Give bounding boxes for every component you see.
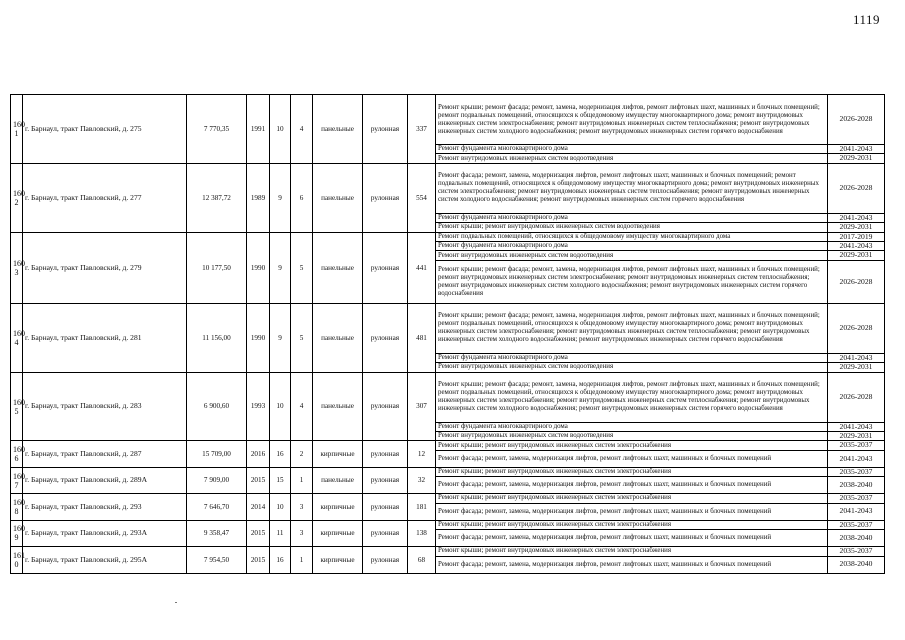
repair-period: 2038-2040 (828, 556, 885, 573)
page-bottom-margin (0, 585, 905, 640)
apartment-count: 12 (408, 441, 436, 467)
apartment-count: 32 (408, 467, 436, 493)
repair-period: 2026-2028 (828, 303, 885, 353)
total-area: 10 177,50 (187, 232, 247, 303)
repair-period: 2035-2037 (828, 520, 885, 529)
roof-type: рулонная (363, 163, 408, 232)
repair-period: 2041-2043 (828, 213, 885, 222)
commission-year: 2015 (247, 467, 270, 493)
table-row (11, 441, 885, 450)
repair-period: 2029-2031 (828, 154, 885, 163)
house-address: г. Барнаул, тракт Павловский, д. 287 (23, 441, 187, 467)
apartment-count: 481 (408, 303, 436, 372)
total-area: 6 900,60 (187, 372, 247, 441)
apartment-count: 68 (408, 547, 436, 573)
entrance-count: 1 (291, 467, 313, 493)
wall-material: панельные (313, 303, 363, 372)
apartment-count: 181 (408, 494, 436, 520)
repair-work-description: Ремонт фасада; ремонт, замена, модернизация лифтов, ремонт лифтовых шахт, машинных и блочных помещений (436, 450, 828, 467)
house-number-bottom: 2 (14, 197, 19, 207)
commission-year: 1990 (247, 232, 270, 303)
house-number-bottom: 6 (14, 454, 19, 464)
floor-count: 15 (270, 467, 291, 493)
total-area: 7 954,50 (187, 547, 247, 573)
house-number-bottom: 3 (14, 267, 19, 277)
house-address: г. Барнаул, тракт Павловский, д. 295А (23, 547, 187, 573)
house-number (11, 441, 23, 467)
table-row (11, 520, 885, 529)
repair-work-description: Ремонт внутридомовых инженерных систем водоотведения (436, 154, 828, 163)
repair-work-description: Ремонт крыши; ремонт внутридомовых инженерных систем водоотведения (436, 223, 828, 232)
total-area: 12 387,72 (187, 163, 247, 232)
repair-period: 2026-2028 (828, 163, 885, 213)
house-number-bottom: 0 (14, 559, 19, 569)
house-address: г. Барнаул, тракт Павловский, д. 293 (23, 494, 187, 520)
entrance-count: 6 (291, 163, 313, 232)
repair-period: 2035-2037 (828, 494, 885, 503)
roof-type: рулонная (363, 547, 408, 573)
commission-year: 1990 (247, 303, 270, 372)
house-number (11, 547, 23, 573)
wall-material: кирпичные (313, 494, 363, 520)
repair-period: 2017-2019 (828, 232, 885, 241)
total-area: 7 646,70 (187, 494, 247, 520)
house-number-bottom: 7 (14, 480, 19, 490)
house-number-top: 160 (13, 119, 25, 129)
total-area: 11 156,00 (187, 303, 247, 372)
house-number (11, 303, 23, 372)
house-number-top: 161 (13, 550, 25, 560)
repair-period: 2029-2031 (828, 251, 885, 260)
commission-year: 2014 (247, 494, 270, 520)
commission-year: 1989 (247, 163, 270, 232)
repair-program-table (10, 94, 885, 574)
apartment-count: 554 (408, 163, 436, 232)
commission-year: 2015 (247, 520, 270, 546)
entrance-count: 4 (291, 95, 313, 164)
repair-period: 2041-2043 (828, 503, 885, 520)
commission-year: 1991 (247, 95, 270, 164)
repair-work-description: Ремонт внутридомовых инженерных систем водоотведения (436, 432, 828, 441)
house-number (11, 520, 23, 546)
house-address: г. Барнаул, тракт Павловский, д. 283 (23, 372, 187, 441)
floor-count: 10 (270, 494, 291, 520)
house-number-bottom: 8 (14, 506, 19, 516)
page-number: 1119 (853, 12, 881, 27)
house-number-bottom: 4 (14, 337, 19, 347)
scan-mark (175, 602, 177, 603)
wall-material: панельные (313, 372, 363, 441)
table-row (11, 372, 885, 422)
repair-work-description: Ремонт фасада; ремонт, замена, модернизация лифтов, ремонт лифтовых шахт, машинных и блочных помещений (436, 556, 828, 573)
wall-material: панельные (313, 163, 363, 232)
floor-count: 11 (270, 520, 291, 546)
roof-type: рулонная (363, 232, 408, 303)
total-area: 9 358,47 (187, 520, 247, 546)
table-row (11, 547, 885, 556)
repair-work-description: Ремонт фундамента многоквартирного дома (436, 213, 828, 222)
wall-material: панельные (313, 95, 363, 164)
commission-year: 1993 (247, 372, 270, 441)
repair-period: 2035-2037 (828, 547, 885, 556)
repair-period: 2038-2040 (828, 530, 885, 547)
repair-work-description: Ремонт подвальных помещений, относящихся к общедомовому имуществу многоквартирного дома (436, 232, 828, 241)
house-number-top: 160 (13, 188, 25, 198)
entrance-count: 5 (291, 232, 313, 303)
house-number (11, 372, 23, 441)
table-row (11, 95, 885, 145)
repair-period: 2041-2043 (828, 422, 885, 431)
repair-work-description: Ремонт фундамента многоквартирного дома (436, 242, 828, 251)
wall-material: кирпичные (313, 520, 363, 546)
entrance-count: 3 (291, 494, 313, 520)
roof-type: рулонная (363, 494, 408, 520)
repair-work-description: Ремонт внутридомовых инженерных систем водоотведения (436, 363, 828, 372)
entrance-count: 4 (291, 372, 313, 441)
entrance-count: 3 (291, 520, 313, 546)
repair-period: 2041-2043 (828, 145, 885, 154)
entrance-count: 1 (291, 547, 313, 573)
entrance-count: 2 (291, 441, 313, 467)
apartment-count: 307 (408, 372, 436, 441)
repair-work-description: Ремонт крыши; ремонт внутридомовых инженерных систем электроснабжения (436, 467, 828, 476)
repair-work-description: Ремонт крыши; ремонт внутридомовых инженерных систем электроснабжения (436, 494, 828, 503)
repair-work-description: Ремонт крыши; ремонт внутридомовых инженерных систем электроснабжения (436, 547, 828, 556)
roof-type: рулонная (363, 467, 408, 493)
commission-year: 2015 (247, 547, 270, 573)
house-address: г. Барнаул, тракт Павловский, д. 275 (23, 95, 187, 164)
house-number-bottom: 9 (14, 533, 19, 543)
apartment-count: 337 (408, 95, 436, 164)
roof-type: рулонная (363, 372, 408, 441)
roof-type: рулонная (363, 303, 408, 372)
table-row (11, 494, 885, 503)
wall-material: панельные (313, 467, 363, 493)
floor-count: 16 (270, 547, 291, 573)
repair-work-description: Ремонт фасада; ремонт, замена, модернизация лифтов, ремонт лифтовых шахт, машинных и блочных помещений; ремонт подвальных помещений, относящихся к общедомовому имуществу многоквартирного дома; ремонт внутридомовых инженерных систем электроснабжения; ремонт внутридомовых инженерных систем теплоснабжения; ремонт внутридомовых инженерных систем холодного водоснабжения; ремонт внутридомовых инженерных систем горячего водоснабжения (436, 163, 828, 213)
repair-work-description: Ремонт крыши; ремонт внутридомовых инженерных систем электроснабжения (436, 441, 828, 450)
house-number-top: 160 (13, 471, 25, 481)
table-body (11, 95, 885, 574)
repair-period: 2041-2043 (828, 242, 885, 251)
house-address: г. Барнаул, тракт Павловский, д. 279 (23, 232, 187, 303)
repair-period: 2041-2043 (828, 353, 885, 362)
floor-count: 9 (270, 303, 291, 372)
house-number-bottom: 5 (14, 406, 19, 416)
entrance-count: 5 (291, 303, 313, 372)
wall-material: панельные (313, 232, 363, 303)
repair-work-description: Ремонт фундамента многоквартирного дома (436, 145, 828, 154)
repair-period: 2029-2031 (828, 223, 885, 232)
floor-count: 16 (270, 441, 291, 467)
wall-material: кирпичные (313, 547, 363, 573)
repair-work-description: Ремонт фундамента многоквартирного дома (436, 422, 828, 431)
house-address: г. Барнаул, тракт Павловский, д. 289А (23, 467, 187, 493)
table-row (11, 467, 885, 476)
repair-period: 2026-2028 (828, 372, 885, 422)
repair-work-description: Ремонт фасада; ремонт, замена, модернизация лифтов, ремонт лифтовых шахт, машинных и блочных помещений (436, 477, 828, 494)
repair-period: 2026-2028 (828, 260, 885, 303)
repair-work-description: Ремонт крыши; ремонт внутридомовых инженерных систем электроснабжения (436, 520, 828, 529)
repair-work-description: Ремонт фасада; ремонт, замена, модернизация лифтов, ремонт лифтовых шахт, машинных и блочных помещений (436, 503, 828, 520)
house-number (11, 494, 23, 520)
house-number-top: 160 (13, 445, 25, 455)
table-row (11, 163, 885, 213)
repair-work-description: Ремонт фасада; ремонт, замена, модернизация лифтов, ремонт лифтовых шахт, машинных и блочных помещений (436, 530, 828, 547)
floor-count: 10 (270, 372, 291, 441)
house-number-top: 160 (13, 258, 25, 268)
repair-period: 2035-2037 (828, 441, 885, 450)
repair-period: 2029-2031 (828, 432, 885, 441)
repair-period: 2029-2031 (828, 363, 885, 372)
floor-count: 9 (270, 232, 291, 303)
repair-work-description: Ремонт крыши; ремонт фасада; ремонт, замена, модернизация лифтов, ремонт лифтовых шахт, машинных и блочных помещений; ремонт подвальных помещений, относящихся к общедомовому имуществу многоквартирного дома; ремонт внутридомовых инженерных систем электроснабжения; ремонт внутридомовых инженерных систем теплоснабжения; ремонт внутридомовых инженерных систем холодного водоснабжения; ремонт внутридомовых инженерных систем горячего водоснабжения (436, 95, 828, 145)
repair-work-description: Ремонт фундамента многоквартирного дома (436, 353, 828, 362)
repair-work-description: Ремонт внутридомовых инженерных систем водоотведения (436, 251, 828, 260)
house-address: г. Барнаул, тракт Павловский, д. 293А (23, 520, 187, 546)
total-area: 15 709,00 (187, 441, 247, 467)
roof-type: рулонная (363, 441, 408, 467)
house-number-top: 160 (13, 328, 25, 338)
commission-year: 2016 (247, 441, 270, 467)
table-row (11, 232, 885, 241)
repair-period: 2038-2040 (828, 477, 885, 494)
total-area: 7 770,35 (187, 95, 247, 164)
repair-period: 2035-2037 (828, 467, 885, 476)
house-number-bottom: 1 (14, 128, 19, 138)
apartment-count: 441 (408, 232, 436, 303)
house-number-top: 160 (13, 497, 25, 507)
house-number (11, 467, 23, 493)
repair-work-description: Ремонт крыши; ремонт фасада; ремонт, замена, модернизация лифтов, ремонт лифтовых шахт, машинных и блочных помещений; ремонт подвальных помещений, относящихся к общедомовому имуществу многоквартирного дома; ремонт внутридомовых инженерных систем электроснабжения; ремонт внутридомовых инженерных систем теплоснабжения; ремонт внутридомовых инженерных систем холодного водоснабжения; ремонт внутридомовых инженерных систем горячего водоснабжения (436, 372, 828, 422)
floor-count: 10 (270, 95, 291, 164)
house-address: г. Барнаул, тракт Павловский, д. 281 (23, 303, 187, 372)
house-number (11, 163, 23, 232)
floor-count: 9 (270, 163, 291, 232)
house-number-top: 160 (13, 524, 25, 534)
total-area: 7 909,00 (187, 467, 247, 493)
roof-type: рулонная (363, 520, 408, 546)
roof-type: рулонная (363, 95, 408, 164)
table-row (11, 303, 885, 353)
apartment-count: 138 (408, 520, 436, 546)
repair-work-description: Ремонт крыши; ремонт фасада; ремонт, замена, модернизация лифтов, ремонт лифтовых шахт, машинных и блочных помещений; ремонт внутридомовых инженерных систем электроснабжения; ремонт внутридомовых инженерных систем теплоснабжения; ремонт внутридомовых инженерных систем холодного водоснабжения; ремонт внутридомовых инженерных систем горячего водоснабжения (436, 260, 828, 303)
house-number (11, 232, 23, 303)
wall-material: кирпичные (313, 441, 363, 467)
repair-period: 2041-2043 (828, 450, 885, 467)
house-number-top: 160 (13, 397, 25, 407)
repair-work-description: Ремонт крыши; ремонт фасада; ремонт, замена, модернизация лифтов, ремонт лифтовых шахт, машинных и блочных помещений; ремонт подвальных помещений, относящихся к общедомовому имуществу многоквартирного дома; ремонт внутридомовых инженерных систем электроснабжения; ремонт внутридомовых инженерных систем теплоснабжения; ремонт внутридомовых инженерных систем холодного водоснабжения; ремонт внутридомовых инженерных систем горячего водоснабжения (436, 303, 828, 353)
house-address: г. Барнаул, тракт Павловский, д. 277 (23, 163, 187, 232)
house-number (11, 95, 23, 164)
repair-period: 2026-2028 (828, 95, 885, 145)
